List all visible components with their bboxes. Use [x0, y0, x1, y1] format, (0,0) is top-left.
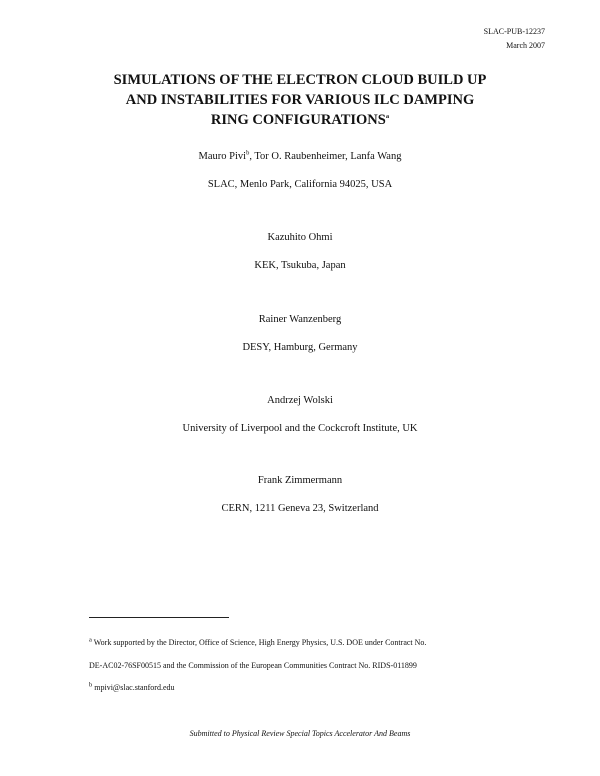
title-line-3 — [0, 110, 600, 130]
co-authors: , Tor O. Raubenheimer, Lanfa Wang — [249, 151, 402, 162]
author-zimmermann: Frank Zimmermann — [257, 475, 343, 486]
footnote-b — [89, 683, 175, 692]
author-wanzenberg: Rainer Wanzenberg — [258, 314, 342, 325]
author-line-1 — [0, 151, 600, 162]
footnote-b-email: mpivi@slac.stanford.edu — [92, 683, 175, 692]
affiliation-kek: KEK, Tsukuba, Japan — [254, 260, 346, 271]
submission-note: Submitted to Physical Review Special Topics Accelerator And Beams — [189, 729, 411, 738]
footnote-a-line-1: Work supported by the Director, Office of Science, High Energy Physics, U.S. DOE under Contract No. — [91, 638, 427, 647]
first-author-footnote-mark: b — [246, 149, 250, 157]
title-line-1: SIMULATIONS OF THE ELECTRON CLOUD BUILD UP — [113, 72, 487, 88]
title-footnote-mark: a — [385, 113, 390, 121]
affiliation-cern: CERN, 1211 Geneva 23, Switzerland — [221, 503, 379, 514]
footnote-a-mark: a — [89, 636, 92, 644]
title-line-3-text: RING CONFIGURATIONS — [210, 112, 386, 128]
footnote-b-mark: b — [89, 681, 93, 689]
report-date: March 2007 — [506, 41, 545, 50]
footnote-separator — [89, 617, 229, 618]
first-author: Mauro Pivi — [198, 151, 247, 162]
footnote-a — [89, 638, 426, 647]
title-line-2: AND INSTABILITIES FOR VARIOUS ILC DAMPING — [125, 92, 475, 108]
footnote-a-line-2: DE-AC02-76SF00515 and the Commission of the European Communities Contract No. RIDS-011899 — [89, 661, 417, 670]
author-ohmi: Kazuhito Ohmi — [267, 232, 333, 243]
report-number: SLAC-PUB-12237 — [483, 27, 545, 36]
affiliation-slac: SLAC, Menlo Park, California 94025, USA — [207, 179, 393, 190]
affiliation-liverpool: University of Liverpool and the Cockcroft Institute, UK — [182, 423, 418, 434]
affiliation-desy: DESY, Hamburg, Germany — [242, 342, 358, 353]
author-wolski: Andrzej Wolski — [267, 395, 333, 406]
paper-title — [0, 70, 600, 130]
